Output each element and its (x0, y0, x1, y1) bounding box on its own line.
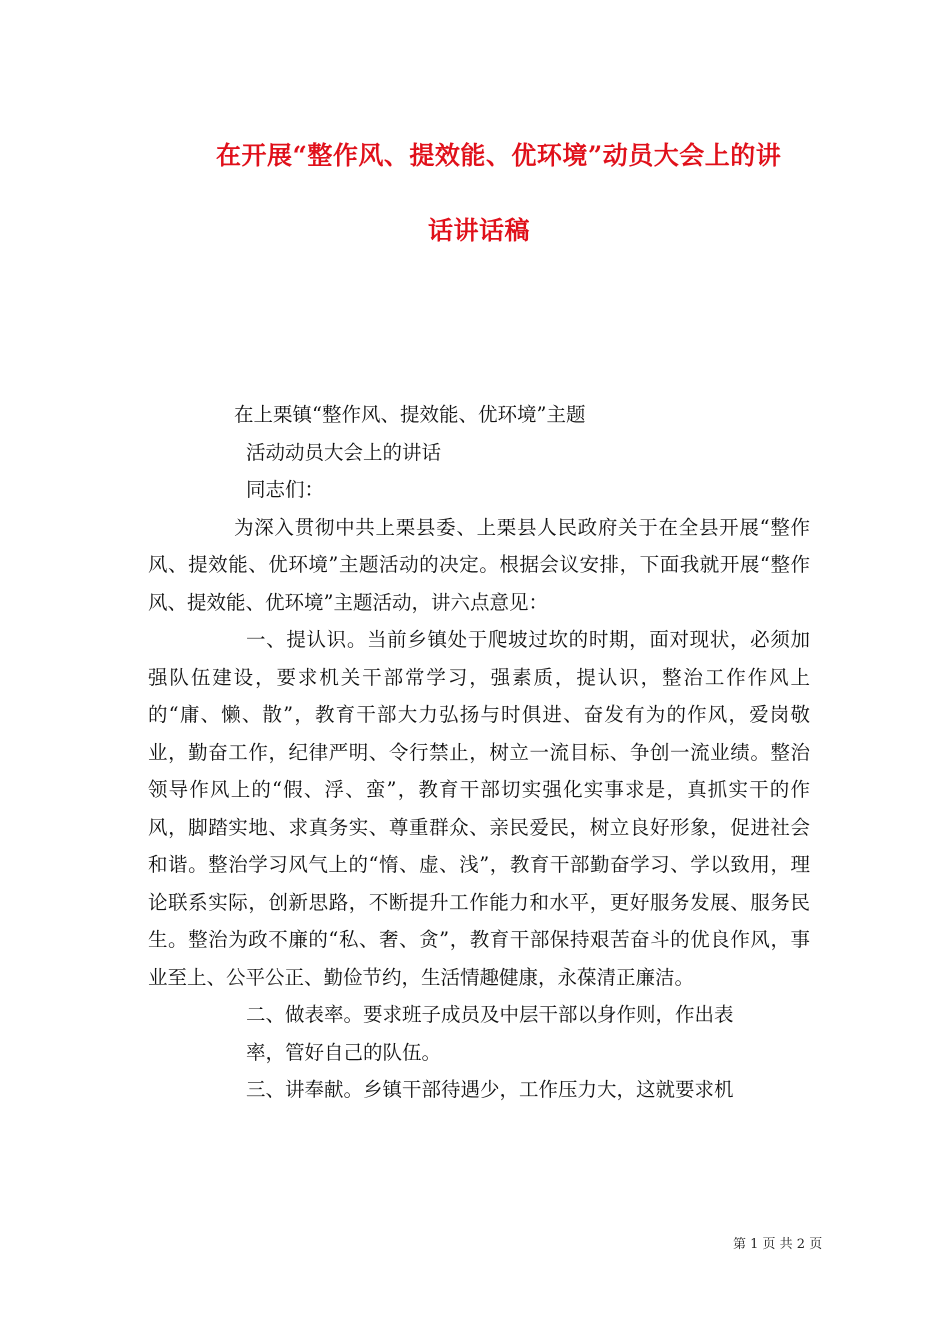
paragraph-3: 三、讲奉献。乡镇干部待遇少，工作压力大，这就要求机 (246, 1078, 734, 1101)
heading-line-1: 在上栗镇“整作风、提效能、优环境”主题 (234, 403, 586, 426)
heading-line-2: 活动动员大会上的讲话 (246, 440, 442, 464)
title-line-1: 在开展“整作风、提效能、优环境”动员大会上的讲 (216, 141, 782, 170)
paragraph-1: 一、提认识。当前乡镇处于爬坡过坎的时期，面对现状，必须加强队伍建设，要求机关干部常学习，强素质，提认识，整治工作作风上的“庸、懒、散”，教育干部大力弘扬与时俱进、奋发有为的作风，爱岗敬业，勤奋工作，纪律严明、令行禁止，树立一流目标、争创一流业绩。整治领导作风上的“假、浮、蛮”，教育干部切实强化实事求是，真抓实干的作风，脚踏实地、求真务实、尊重群众、亲民爱民，树立良好形象，促进社会和谐。整治学习风气上的“惰、虚、浅”，教育干部勤奋学习、学以致用，理论联系实际，创新思路，不断提升工作能力和水平，更好服务发展、服务民生。整治为政不廉的“私、奢、贪”，教育干部保持艰苦奋斗的优良作风，事业至上、公平公正、勤俭节约，生活情趣健康，永葆清正廉洁。 (148, 628, 810, 989)
paragraph-2-line-1: 二、做表率。要求班子成员及中层干部以身作则，作出表 (246, 1003, 734, 1026)
document-body (148, 396, 810, 1109)
paragraph-intro: 为深入贯彻中共上栗县委、上栗县人民政府关于在全县开展“整作风、提效能、优环境”主题活动的决定。根据会议安排，下面我就开展“整作风、提效能、优环境”主题活动，讲六点意见： (148, 515, 810, 614)
paragraph-2-line-2: 率，管好自己的队伍。 (246, 1040, 442, 1064)
salutation: 同志们： (246, 478, 325, 501)
page-footer: 第 1 页 共 2 页 (733, 1237, 823, 1252)
title-line-2: 话讲话稿 (428, 216, 531, 245)
